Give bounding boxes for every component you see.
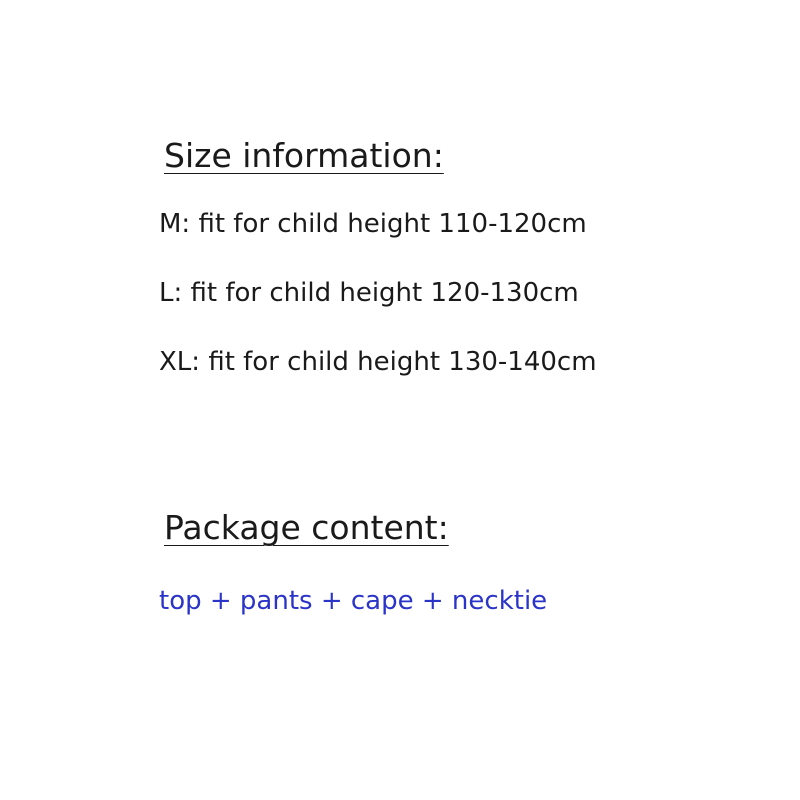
size-xl-line: XL: fit for child height 130-140cm (159, 347, 597, 377)
size-information-heading: Size information: (164, 136, 444, 175)
package-contents-text: top + pants + cape + necktie (159, 586, 548, 616)
package-content-heading: Package content: (164, 508, 449, 547)
size-m-line: M: fit for child height 110-120cm (159, 209, 587, 239)
size-l-line: L: fit for child height 120-130cm (159, 278, 579, 308)
